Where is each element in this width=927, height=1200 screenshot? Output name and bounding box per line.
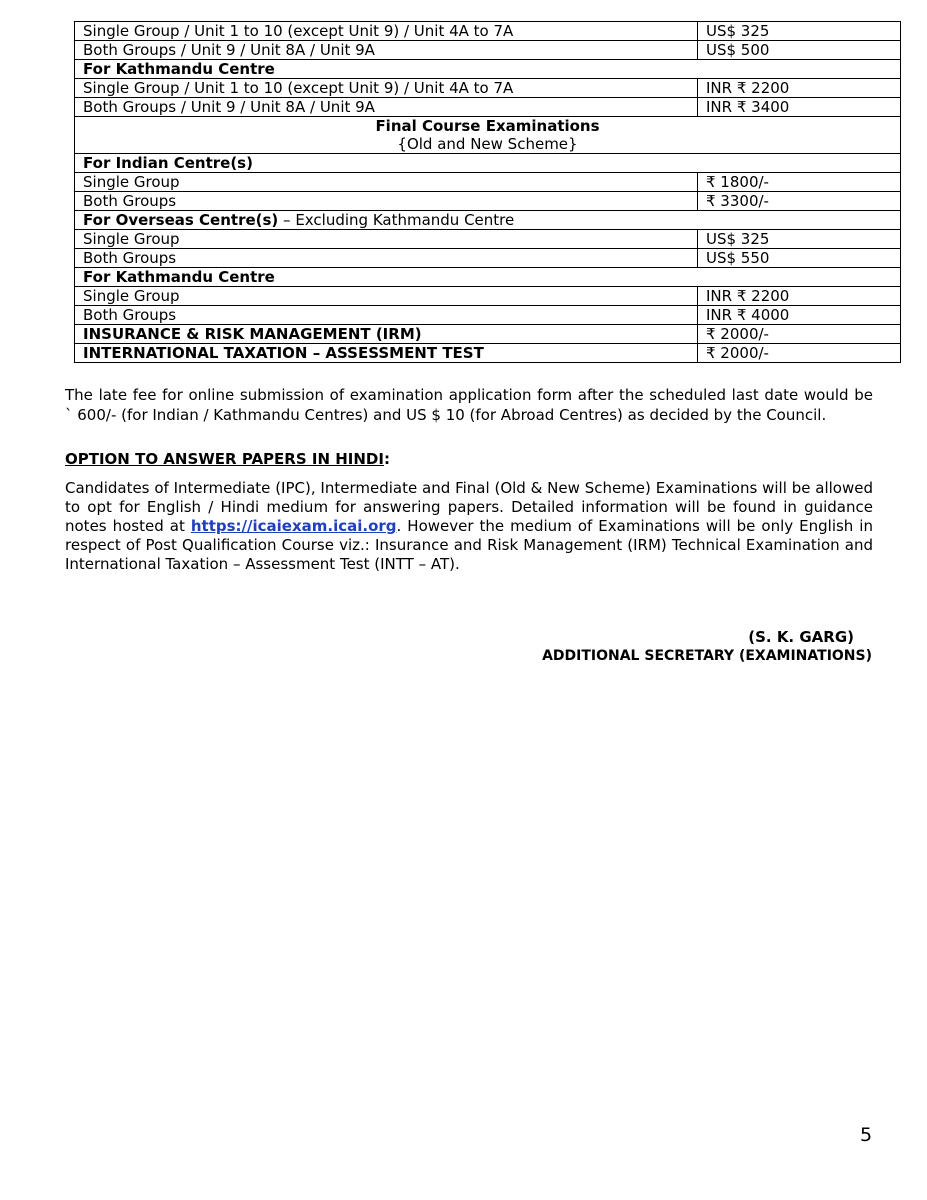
fee-amount: ₹ 1800/- [698,173,901,192]
section-title: Final Course Examinations [375,117,600,135]
fee-description: Single Group [75,173,698,192]
fee-amount: ₹ 3300/- [698,192,901,211]
fee-description: Single Group [75,230,698,249]
hindi-option-paragraph [65,479,873,574]
signatory-title: ADDITIONAL SECRETARY (EXAMINATIONS) [542,648,872,664]
fee-description: Both Groups / Unit 9 / Unit 8A / Unit 9A [75,98,698,117]
fee-amount: INR ₹ 3400 [698,98,901,117]
fee-amount: US$ 550 [698,249,901,268]
fee-amount: INR ₹ 4000 [698,306,901,325]
fee-amount: US$ 500 [698,41,901,60]
hindi-text-after-link: . However the medium of Examinations will be only English in respect of Post Qualification Course viz.: Insurance and Risk Management (IRM) Technical Examination and International Taxation – Assessment Test (INTT – AT). [65,517,873,573]
table-row [75,230,901,249]
table-row [75,98,901,117]
fee-description: Both Groups [75,192,698,211]
table-row [75,192,901,211]
late-fee-line-1: The late fee for online submission of examination application form after the scheduled last date would be [65,386,873,404]
signatory-name: (S. K. GARG) [748,628,854,646]
hindi-heading-text: OPTION TO ANSWER PAPERS IN HINDI [65,450,384,468]
fee-amount: ₹ 2000/- [698,344,901,363]
table-row [75,306,901,325]
fee-amount: US$ 325 [698,22,901,41]
table-row [75,22,901,41]
table-row [75,60,901,79]
late-fee-line-2: ` 600/- (for Indian / Kathmandu Centres) and US $ 10 (for Abroad Centres) as decided by the Council. [65,406,827,424]
fee-description: Both Groups [75,306,698,325]
fee-description: Single Group [75,287,698,306]
section-subtitle: {Old and New Scheme} [397,135,578,153]
table-row [75,249,901,268]
section-header [75,117,901,154]
table-row [75,154,901,173]
fee-amount: US$ 325 [698,230,901,249]
table-row [75,173,901,192]
table-row [75,117,901,154]
fee-description: INSURANCE & RISK MANAGEMENT (IRM) [75,325,698,344]
page-number: 5 [860,1124,873,1146]
fee-description: INTERNATIONAL TAXATION – ASSESSMENT TEST [75,344,698,363]
table-row [75,268,901,287]
fee-amount: INR ₹ 2200 [698,287,901,306]
fee-table [74,21,901,363]
table-row [75,41,901,60]
table-row [75,211,901,230]
exam-portal-link[interactable]: https://icaiexam.icai.org [190,517,397,535]
table-row [75,344,901,363]
fee-description: Both Groups [75,249,698,268]
centre-header: For Indian Centre(s) [75,154,901,173]
centre-header-label: For Overseas Centre(s) [83,211,279,229]
fee-amount: ₹ 2000/- [698,325,901,344]
hindi-heading-colon: : [383,450,390,468]
table-row [75,287,901,306]
centre-header [75,211,901,230]
section-heading [65,450,390,468]
fee-description: Both Groups / Unit 9 / Unit 8A / Unit 9A [75,41,698,60]
centre-header: For Kathmandu Centre [75,60,901,79]
fee-amount: INR ₹ 2200 [698,79,901,98]
table-row [75,79,901,98]
late-fee-paragraph [65,385,873,425]
fee-description: Single Group / Unit 1 to 10 (except Unit 9) / Unit 4A to 7A [75,79,698,98]
centre-header-suffix: – Excluding Kathmandu Centre [278,211,515,229]
centre-header: For Kathmandu Centre [75,268,901,287]
table-row [75,325,901,344]
fee-description: Single Group / Unit 1 to 10 (except Unit 9) / Unit 4A to 7A [75,22,698,41]
hindi-text-before-link: Candidates of Intermediate (IPC), Intermediate and Final (Old & New Scheme) Examinations will be allowed to opt for English / Hindi medium for answering papers. Detailed information will be found in guidance notes hosted at [65,479,873,535]
